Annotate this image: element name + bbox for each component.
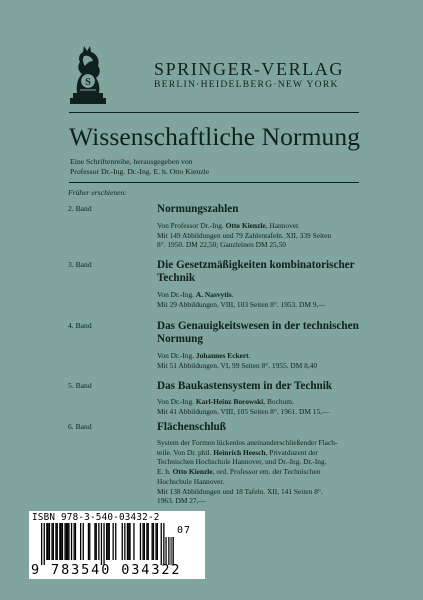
description-text: , Privatdozent der <box>265 447 318 457</box>
description-text: Von Dr.-Ing. <box>157 290 196 299</box>
top-rule <box>69 112 359 113</box>
volume-number: 3. Band <box>68 260 92 269</box>
barcode-digits: 9 783540 034322 <box>31 562 182 578</box>
volume-description <box>157 397 372 416</box>
description-line <box>157 477 372 487</box>
description-text: 1963. DM 27,— <box>157 496 206 506</box>
description-text: E. h. <box>157 467 173 477</box>
volume-number: 6. Band <box>68 422 92 431</box>
description-text: , ord. Professor em. der Technischen <box>212 467 321 477</box>
series-subtitle-line-1: Eine Schriftenreihe, herausgegeben von <box>70 157 193 166</box>
volume-description <box>157 290 372 309</box>
description-text: , Hannover. <box>265 221 300 230</box>
middle-rule <box>69 182 359 183</box>
series-title: Wissenschaftliche Normung <box>69 122 361 151</box>
barcode-bar <box>94 523 95 560</box>
volume-description <box>157 351 372 370</box>
description-text: Von Dr.-Ing. <box>157 351 196 360</box>
volume-description <box>157 221 372 250</box>
description-text: Von Dr.-Ing. <box>157 397 196 406</box>
barcode-bar <box>103 523 104 565</box>
barcode-bar <box>109 523 110 560</box>
author-name: Otto Kienzle <box>172 467 213 477</box>
barcode-bar <box>101 523 102 565</box>
barcode-addon-digits: 07 <box>177 525 192 536</box>
svg-text:S: S <box>85 77 91 88</box>
description-line <box>157 438 372 448</box>
barcode-bar <box>66 523 67 560</box>
description-text: Technischen Hochschule Hannover, und Dr.-Ing. Dr.-Ing. <box>157 457 327 467</box>
volume-title: Das Baukastensystem in der Technik <box>157 380 333 392</box>
barcode-bar <box>107 523 108 560</box>
barcode-bar <box>57 523 58 560</box>
barcode-bar <box>146 523 147 560</box>
barcode-bar <box>122 523 123 560</box>
barcode-bar <box>59 523 60 560</box>
description-line <box>157 361 372 371</box>
isbn-barcode <box>29 511 205 579</box>
barcode-bar <box>89 523 90 560</box>
description-text: Von Professor Dr.-Ing. <box>157 221 226 230</box>
barcode-bar <box>148 523 149 560</box>
barcode-bar <box>155 523 156 560</box>
barcode-bar <box>115 523 116 560</box>
barcode-bar <box>48 523 49 560</box>
barcode-bar <box>74 523 75 560</box>
description-line <box>157 300 372 310</box>
publisher-name: SPRINGER-VERLAG <box>154 59 345 79</box>
description-line <box>157 496 372 506</box>
description-text: System der Formen lückenlos aneinanderschließender Flach- <box>157 438 338 447</box>
author-name: Karl-Heinz Borowski <box>195 397 264 406</box>
barcode-bar <box>61 523 62 560</box>
series-subtitle-line-2: Professor Dr.-Ing. Dr.-Ing. E. h. Otto Kienzle <box>70 167 210 177</box>
isbn-text: ISBN 978-3-540-03432-2 <box>32 512 160 523</box>
barcode-bar <box>142 523 143 560</box>
barcode-bar <box>140 523 141 560</box>
volume-number: 4. Band <box>68 321 92 330</box>
barcode-bar <box>80 523 81 560</box>
description-text: Mit 138 Abbildungen und 18 Tafeln. XII, 141 Seiten 8°. <box>157 486 323 496</box>
barcode-bar <box>163 523 164 565</box>
author-name: Heinrich Heesch <box>213 447 266 457</box>
description-text: Mit 29 Abbildungen. VIII, 103 Seiten 8°. 1953. DM 9,— <box>157 299 326 309</box>
barcode-bar <box>144 523 145 560</box>
barcode-bar <box>46 523 47 560</box>
description-line <box>157 467 372 477</box>
barcode-bar <box>67 523 68 560</box>
barcode-bar <box>53 523 54 560</box>
barcode-bar <box>41 523 42 565</box>
volume-number: 2. Band <box>68 204 92 213</box>
springer-knight-logo-icon <box>68 44 108 106</box>
barcode-bar <box>127 523 128 560</box>
description-text: 8°. 1950. DM 22,50; Ganzleinen DM 25,50 <box>157 240 286 250</box>
volume-title: Flächenschluß <box>157 421 227 433</box>
volume-title: Die Gesetzmäßigkeiten kombinatorischer Technik <box>157 259 355 284</box>
barcode-bar <box>62 523 63 560</box>
description-line <box>157 290 372 300</box>
description-text: teile. Von Dr. phil. <box>157 447 214 457</box>
barcode-bar <box>124 523 125 560</box>
author-name: Otto Kienzle <box>225 221 266 230</box>
barcode-bar <box>49 523 50 560</box>
barcode-bar <box>113 523 114 560</box>
barcode-bar <box>106 523 107 560</box>
publisher-block <box>154 60 384 91</box>
barcode-bar <box>88 523 89 560</box>
description-line <box>157 487 372 497</box>
barcode-bar <box>128 523 129 560</box>
barcode-bar <box>157 523 158 560</box>
volume-number: 5. Band <box>68 381 92 390</box>
volume-title: Normungszahlen <box>157 203 239 215</box>
barcode-bar <box>83 523 84 560</box>
barcode-bar <box>71 523 72 560</box>
volume-description <box>157 438 372 506</box>
barcode-bars <box>35 523 175 565</box>
barcode-bar <box>133 523 134 560</box>
description-line <box>157 397 372 407</box>
barcode-bar <box>153 523 154 560</box>
barcode-bar <box>98 523 99 560</box>
description-line <box>157 448 372 458</box>
description-text: Mit 41 Abbildungen. VIII, 105 Seiten 8°. 1961. DM 15,— <box>157 406 330 416</box>
description-text: Mit 149 Abbildungen und 79 Zahlentafeln. XII, 339 Seiten <box>157 230 332 240</box>
earlier-published-heading: Früher erschienen: <box>68 188 127 197</box>
series-subtitle <box>70 157 370 177</box>
description-line <box>157 457 372 467</box>
barcode-bar <box>68 523 69 560</box>
barcode-bar <box>161 523 162 565</box>
author-name: A. Nasvytis <box>195 290 232 299</box>
description-line <box>157 351 372 361</box>
barcode-bar <box>44 523 45 565</box>
publisher-cities: BERLIN·HEIDELBERG·NEW YORK <box>154 79 339 90</box>
description-line <box>157 407 372 417</box>
description-text: Hochschule Hannover. <box>157 476 225 486</box>
barcode-bar <box>64 523 65 560</box>
description-text: , Bochum. <box>263 397 294 406</box>
barcode-bar <box>51 523 52 560</box>
barcode-bar <box>152 523 153 560</box>
description-line <box>157 221 372 231</box>
barcode-bar <box>96 523 97 560</box>
barcode-bar <box>129 523 130 560</box>
barcode-bar <box>55 523 56 560</box>
description-text: . <box>248 351 251 360</box>
description-line <box>157 240 372 250</box>
description-text: Mit 51 Abbildungen. VI, 99 Seiten 8°. 1955. DM 8,40 <box>157 360 318 370</box>
description-text: . <box>231 290 234 299</box>
volume-title: Das Genauigkeitswesen in der technischen Normung <box>157 320 359 345</box>
barcode-bar <box>75 523 76 560</box>
author-name: Johannes Eckert <box>195 351 249 360</box>
description-line <box>157 231 372 241</box>
